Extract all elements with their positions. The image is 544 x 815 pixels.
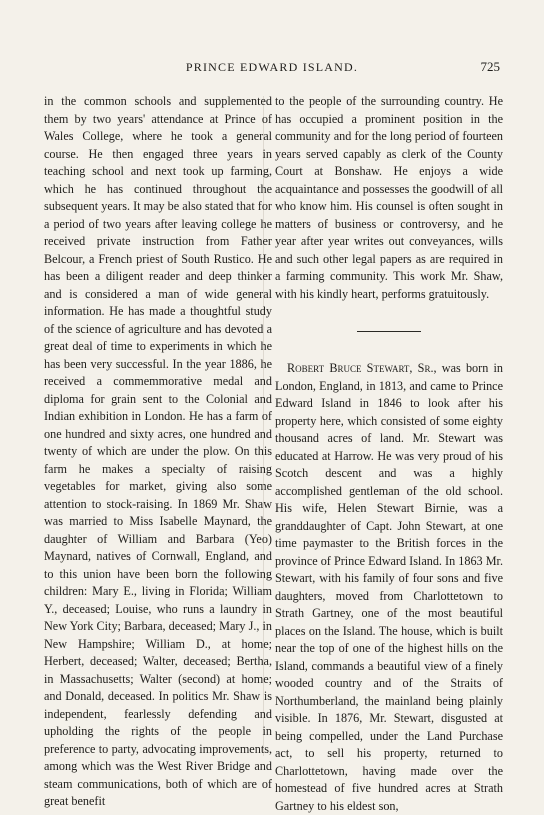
right-column — [275, 93, 503, 815]
shaw-biography-continued: to the people of the surrounding country. He has occupied a prominent position in the community and for the long period of fourteen years served capably as clerk of the County Court at Bonshaw. He enjoys a wide acquaintance and possesses the goodwill of all who know him. His counsel is often sought in matters of business or controversy, and he year after year writes out conveyances, wills and such other legal papers as are required in a farming community. This work Mr. Shaw, with his kindly heart, performs gratuitously. — [275, 94, 503, 301]
running-title: PRINCE EDWARD ISLAND. — [185, 60, 359, 74]
section-divider — [357, 331, 421, 332]
page-header — [0, 60, 544, 76]
left-column — [44, 93, 272, 811]
stewart-biography-paragraph — [275, 360, 503, 815]
stewart-biography-text: was born in London, England, in 1813, and came to Prince Edward Island in 1846 to look after his property here, which consisted of some eighty thousand acres of land. Mr. Stewart was educated at Harrow. He was very proud of his Scotch descent and was a highly accomplished gentleman of the old school. His wife, Helen Stewart Birnie, was a granddaughter of Capt. John Stewart, at one time paymaster to the British forces in the province of Prince Edward Island. In 1863 Mr. Stewart, with his family of four sons and five daughters, moved from Charlottetown to Strath Gartney, one of the most beautiful places on the Island. The house, which is built near the top of one of the highest hills on the Island, commands a beautiful view of a finely wooded country and of the Straits of Northumberland, the mainland being plainly visible. In 1876, Mr. Stewart, disgusted at being compelled, under the Land Purchase act, to sell his property, returned to Charlottetown, having made over the homestead of five hundred acres at Strath Gartney to his eldest son, — [275, 361, 503, 813]
biography-subject-name: Robert Bruce Stewart, Sr., — [287, 361, 437, 375]
shaw-biography-paragraph: in the common schools and supplemented them by two years' attendance at Prince of Wales College, where he took a general course. He then engaged three years in teaching school and next took up farming, which he has continued throughout the subsequent years. It may be also stated that for a period of two years after leaving college he received private instruction from Father Belcour, a French priest of South Rustico. He has been a diligent reader and deep thinker and is considered a man of wide general information. He has made a thoughtful study of the science of agriculture and has devoted a great deal of time to experiments in which he has been very successful. In the year 1886, he received a commemmorative medal and diploma for grain sent to the Colonial and Indian exhibition in London. He has a farm of one hundred and sixty acres, one hundred and twenty of which are under the plow. On this farm he makes a specialty of raising vegetables for market, giving also some attention to stock-raising. In 1869 Mr. Shaw was married to Miss Isabelle Maynard, the daughter of William and Barbara (Yeo) Maynard, natives of Cornwall, England, and to this union have been born the following children: Mary E., living in Florida; William Y., deceased; Louise, who runs a laundry in New York City; Barbara, deceased; Mary J., in New Hampshire; William D., at home; Herbert, deceased; Walter, deceased; Bertha, in Massachusetts; Walter (second) at home; and Donald, deceased. In politics Mr. Shaw is independent, fearlessly defending and upholding the rights of the people in preference to party, advocating improvements, among which was the West River Bridge and steam communications, both of which are of great benefit — [44, 94, 272, 808]
page-number: 725 — [480, 59, 500, 74]
